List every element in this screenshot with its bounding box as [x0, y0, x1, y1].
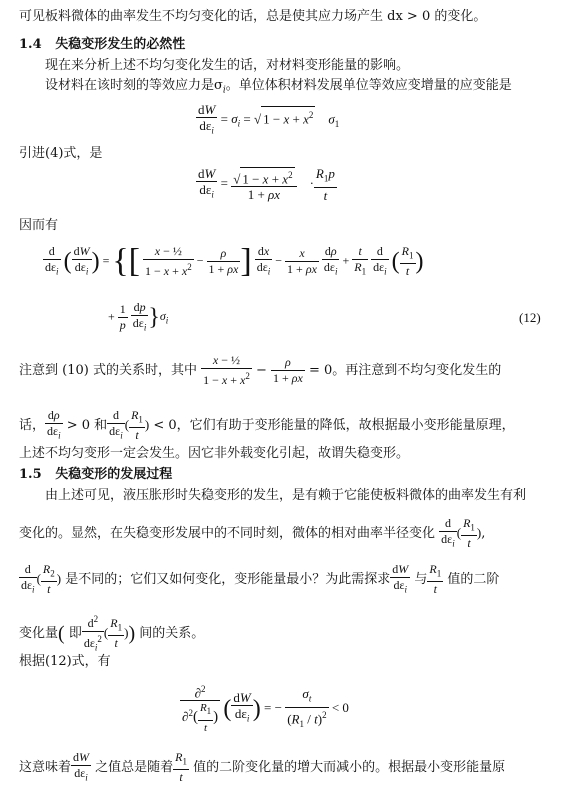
text-line-3: 现在来分析上述不均匀变化发生的话，对材料变形能量的影响。 [45, 58, 410, 73]
text-line-16: d $d\varepsilon_i$ ( $\frac{R_2}{t}$ ) 是不同的；它们又如何变化，变形能量最小？为此需探求 dW $d\varepsilon_i$ 与 $\frac{R_1}{t}$ 值的二阶 [21, 562, 500, 597]
text-line-8: 因而有 [19, 218, 59, 233]
equation-second-derivative: ∂$^2$ ∂$^2$( $\frac{R_1}{t}$ ) ( dW $d\varepsilon_i$ ) = − $\frac{\sigma_t}{(R_1 / t)^2}$ < 0 [182, 684, 349, 734]
section-heading-1-4 [19, 37, 185, 53]
text-line-18: 根据(12)式，有 [19, 654, 111, 669]
equation-12-line-2: + $\frac{1}{p}$ dp $d\varepsilon_i$ }$\sigma_i$ [108, 300, 169, 333]
equation-strain-energy: dW $d\varepsilon_i$ = $\sigma_i$ = √ $1 - x + x^2$ $\sigma_1$ [198, 102, 340, 136]
section-title: 失稳变形的发展过程 [55, 467, 173, 482]
section-title: 失稳变形发生的必然性 [55, 37, 186, 52]
text-line-17: 变化量( 即 $d^2$ $d\varepsilon_i^2$ ( $\frac{R_1}{t}$ )) 间的关系。 [19, 614, 205, 653]
text-line-4: 设材料在该时刻的等效应力是$\sigma_i$。单位体积材料发展单位等效应变增量的应变能是 [45, 78, 512, 96]
text-line-11: 话， dρ $d\varepsilon_i$ > 0 和 d $d\varepsilon_i$ ( $\frac{R_1}{t}$ ) < 0，它们有助于变形能量的降低，故根据最小变形能量原理， [19, 408, 515, 443]
text-line-20: 这意味着 dW $d\varepsilon_i$ 之值总是随着 $\frac{R_1}{t}$ 值的二阶变化量的增大而减小的。根据最小变形能量原 [19, 750, 506, 785]
equation-substituted: dW $d\varepsilon_i$ = $\frac{√ 1 - x + x^2}{1 + \rho x}$ · $\frac{R_1p}{t}$ [198, 166, 335, 203]
text-line-1: 可见板料微体的曲率发生不均匀变化的话，总是使其应力场产生 dx > 0 的变化。 [19, 9, 487, 24]
section-number: 1.4 [19, 37, 42, 52]
equation-12-line-1: d $d\varepsilon_i$ ( dW $d\varepsilon_i$ ) = {[ $\frac{\text{x − ½}}{1 - x + x^2}$ − $\frac{\rho}{1 + \rho x}$ ] dx $d\varepsilon_i$ − $\frac{x}{1 + \rho x}$ dρ $d\varepsilon_i$ + $\frac{t}{R_1}$ d $d\varepsilon_i$ ( $\frac{R_1}{t}$ ) [45, 242, 424, 280]
section-number: 1.5 [19, 467, 42, 482]
text-line-10: 注意到 (10) 式的关系时，其中 $\frac{\text{x − ½}}{1 - x + x^2}$ − $\frac{\rho}{1 + \rho x}$ = 0。再注意到不均匀变化发生的 [19, 353, 502, 387]
text-line-15: 变化的。显然，在失稳变形发展中的不同时刻，微体的相对曲率半径变化 d $d\varepsilon_i$ ( $\frac{R_1}{t}$ ), [19, 516, 486, 551]
text-line-6: 引进(4)式，是 [19, 146, 103, 161]
equation-number: (12) [519, 310, 541, 325]
text-line-14: 由上述可见，液压胀形时失稳变形的发生，是有赖于它能使板料微体的曲率发生有利 [45, 488, 527, 503]
text-line-12: 上述不均匀变形一定会发生。因它非外载变化引起，故谓失稳变形。 [19, 446, 410, 461]
section-heading-1-5 [19, 467, 172, 483]
